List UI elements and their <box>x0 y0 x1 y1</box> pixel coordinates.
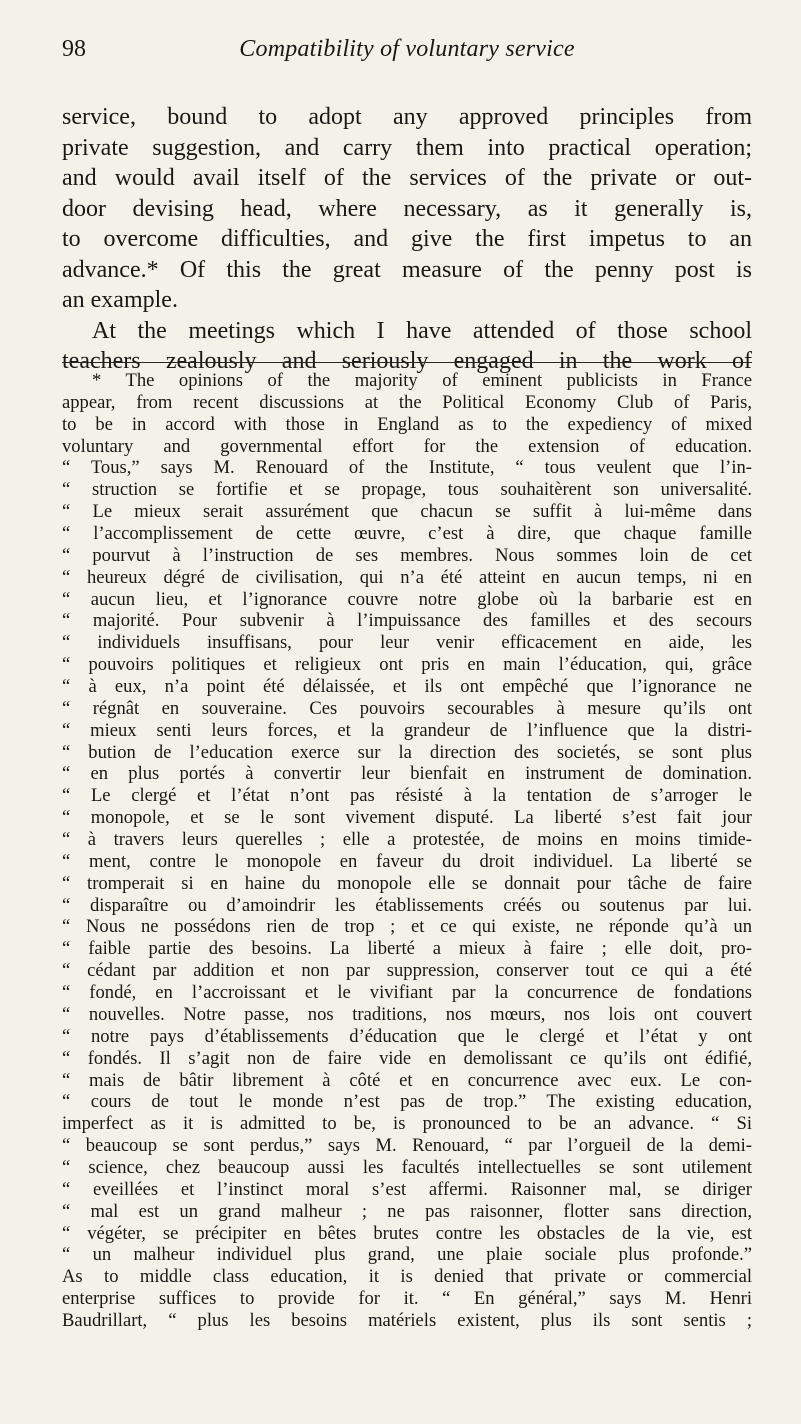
footnote-line: “ cours de tout le monde n’est pas de trop.” The existing education, <box>62 1091 752 1113</box>
footnote-line: “ science, chez beaucoup aussi les facultés intellectuelles se sont utilement <box>62 1156 752 1178</box>
body-line: door devising head, where necessary, as it generally is, <box>62 195 752 222</box>
footnote-line: “ heureux dégré de civilisation, qui n’a été atteint en aucun temps, ni en <box>62 566 752 588</box>
footnote-line: “ Nous ne possédons rien de trop ; et ce qui existe, ne réponde qu’à un <box>62 916 752 938</box>
footnote-rule <box>62 362 752 363</box>
body-line: advance.* Of this the great measure of the penny post is <box>62 256 752 283</box>
footnote-line: appear, from recent discussions at the Political Economy Club of Paris, <box>62 391 752 413</box>
footnote-line: * The opinions of the majority of eminent publicists in France <box>92 370 752 391</box>
footnote-line: As to middle class education, it is denied that private or commercial <box>62 1266 752 1288</box>
footnote-line: “ beaucoup se sont perdus,” says M. Renouard, “ par l’orgueil de la demi- <box>62 1135 752 1157</box>
body-line: private suggestion, and carry them into practical operation; <box>62 134 752 161</box>
footnote-line: “ cédant par addition et non par suppression, conserver tout ce qui a été <box>62 960 752 982</box>
footnote-line: Baudrillart, “ plus les besoins matériels existent, plus ils sont sentis ; <box>62 1309 752 1331</box>
footnote-line: “ notre pays d’établissements d’éducation que le clergé et l’état y ont <box>62 1025 752 1047</box>
footnote-line: “ nouvelles. Notre passe, nos traditions, nos mœurs, nos lois ont couvert <box>62 1003 752 1025</box>
footnote-line: “ aucun lieu, et l’ignorance couvre notre globe où la barbarie est en <box>62 588 752 610</box>
footnote-line: “ bution de l’education exerce sur la direction des societés, se sont plus <box>62 741 752 763</box>
running-title: Compatibility of voluntary service <box>239 36 575 62</box>
footnote-line: “ un malheur individuel plus grand, une plaie sociale plus profonde.” <box>62 1244 752 1266</box>
footnote-line: “ végéter, se précipiter en bêtes brutes contre les obstacles de la vie, est <box>62 1222 752 1244</box>
footnote-line: “ fondé, en l’accroissant et le vivifiant par la concurrence de fondations <box>62 982 752 1004</box>
footnote-line: “ disparaître ou d’amoindrir les établissements créés ou soutenus par lui. <box>62 894 752 916</box>
footnote <box>62 370 752 1332</box>
footnote-line: “ individuels insuffisans, pour leur venir efficacement en aide, les <box>62 632 752 654</box>
footnote-line: “ ment, contre le monopole en faveur du droit individuel. La liberté se <box>62 850 752 872</box>
body-line: and would avail itself of the services of the private or out- <box>62 165 752 191</box>
footnote-line: “ pourvut à l’instruction de ses membres. Nous sommes loin de cet <box>62 544 752 566</box>
footnote-line: “ faible partie des besoins. La liberté a mieux à faire ; elle doit, pro- <box>62 938 752 960</box>
footnote-line: “ en plus portés à convertir leur bienfait en instrument de domination. <box>62 763 752 785</box>
footnote-line: to be in accord with those in England as to the expediency of mixed <box>62 413 752 435</box>
footnote-line: “ Tous,” says M. Renouard of the Institute, “ tous veulent que l’in- <box>62 457 752 479</box>
page-header <box>62 36 752 76</box>
footnote-line: “ mieux senti leurs forces, et la grandeur de l’influence que la distri- <box>62 719 752 741</box>
body-line: an example. <box>62 287 178 313</box>
body-line: to overcome difficulties, and give the first impetus to an <box>62 226 752 252</box>
footnote-line: “ tromperait si en haine du monopole elle se donnait pour tâche de faire <box>62 872 752 894</box>
body-text <box>62 102 752 377</box>
footnote-line: “ à travers leurs querelles ; elle a protestée, de moins en moins timide- <box>62 829 752 851</box>
body-line: teachers zealously and seriously engaged in the work of <box>62 348 752 374</box>
footnote-line: voluntary and governmental effort for the extension of education. <box>62 435 752 457</box>
footnote-line: “ Le clergé et l’état n’ont pas résisté à la tentation de s’arroger le <box>62 785 752 807</box>
footnote-line: “ à eux, n’a point été délaissée, et ils ont empêché que l’ignorance ne <box>62 676 752 698</box>
footnote-line: enterprise suffices to provide for it. “ En général,” says M. Henri <box>62 1288 752 1310</box>
body-line: service, bound to adopt any approved principles from <box>62 104 752 130</box>
footnote-line: “ l’accomplissement de cette œuvre, c’est à dire, que chaque famille <box>62 523 752 545</box>
footnote-line: “ majorité. Pour subvenir à l’impuissance des familles et des secours <box>62 610 752 632</box>
footnote-line: “ pouvoirs politiques et religieux ont pris en main l’éducation, qui, grâce <box>62 654 752 676</box>
footnote-line: imperfect as it is admitted to be, is pronounced to be an advance. “ Si <box>62 1113 752 1135</box>
footnote-line: “ eveillées et l’instinct moral s’est affermi. Raisonner mal, se diriger <box>62 1178 752 1200</box>
footnote-line: “ struction se fortifie et se propage, tous souhaitèrent son universalité. <box>62 479 752 501</box>
footnote-line: “ mal est un grand malheur ; ne pas raisonner, flotter sans direction, <box>62 1200 752 1222</box>
body-line: At the meetings which I have attended of those school <box>92 317 752 344</box>
footnote-line: “ monopole, et se le sont vivement disputé. La liberté s’est fait jour <box>62 807 752 829</box>
footnote-line: “ fondés. Il s’agit non de faire vide en demolissant ce qu’ils ont édifié, <box>62 1047 752 1069</box>
footnote-line: “ régnât en souveraine. Ces pouvoirs secourables à mesure qu’ils ont <box>62 697 752 719</box>
footnote-line: “ Le mieux serait assurément que chacun se suffit à lui-même dans <box>62 501 752 523</box>
footnote-line: “ mais de bâtir librement à côté et en concurrence avec eux. Le con- <box>62 1069 752 1091</box>
page-number: 98 <box>62 36 86 62</box>
